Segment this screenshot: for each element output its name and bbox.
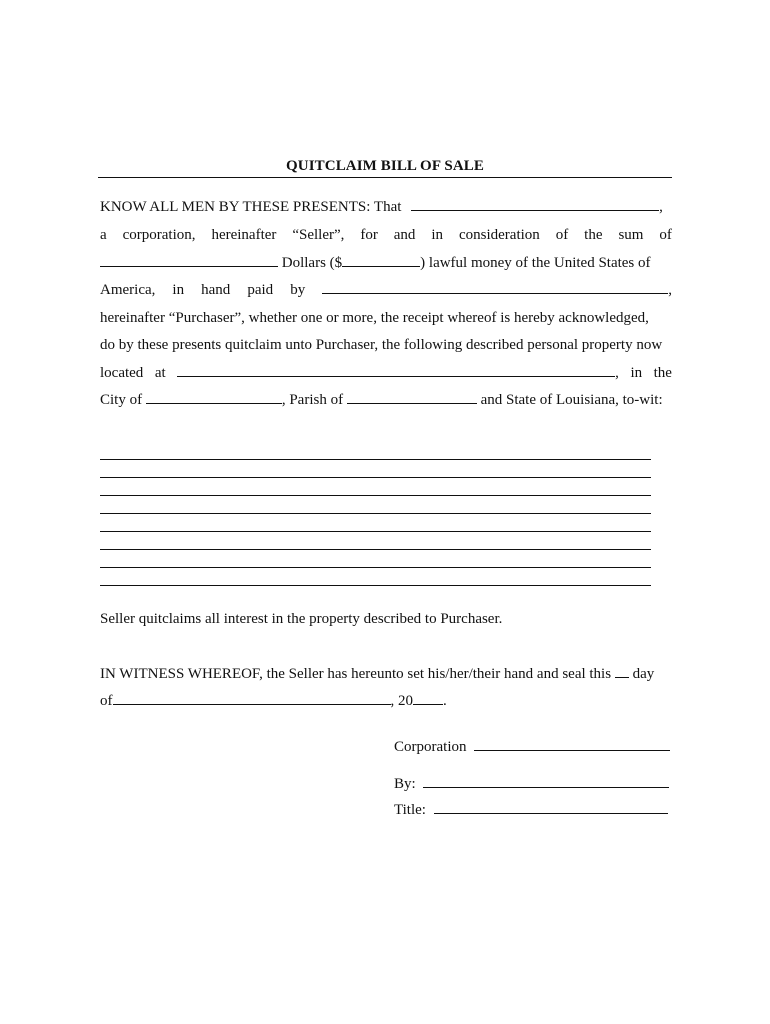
witness-line-1 [100,665,672,683]
punctuation: , [668,282,672,298]
purchaser-name-field[interactable] [322,281,668,294]
word: located [100,365,144,381]
intro-line-7 [100,364,672,382]
intro-line-2 [100,226,672,244]
by-label: By: [394,776,416,792]
purchaser-text: hereinafter “Purchaser”, whether one or more, the receipt whereof is hereby acknowledged, [100,310,649,326]
property-description-line[interactable] [100,567,651,568]
dollars-label: Dollars ($ [281,255,343,271]
punctuation: , [615,365,619,381]
parish-field[interactable] [347,391,477,404]
property-description-line[interactable] [100,513,651,514]
word: in [431,227,444,243]
property-description-line[interactable] [100,459,651,460]
quitclaim-statement [100,610,672,628]
intro-line-4 [100,281,672,299]
property-description-line[interactable] [100,549,651,550]
year-prefix: , 20 [390,693,413,709]
word: at [154,365,166,381]
word: sum [618,227,644,243]
word: hereinafter [211,227,277,243]
intro-line-5 [100,309,672,327]
word: of [555,227,569,243]
word: and [393,227,416,243]
location-field[interactable] [177,364,615,377]
day-label: day [632,666,655,682]
witness-line-2 [100,692,672,710]
amount-words-field[interactable] [100,254,278,267]
punctuation: . [443,693,447,709]
witness-text: IN WITNESS WHEREOF, the Seller has hereunto set his/her/their hand and seal this [100,666,612,682]
signer-title-field[interactable] [434,801,668,814]
city-label: City of [100,392,143,408]
title-signature-row [394,801,668,819]
word: for [360,227,378,243]
corporation-signature-row [394,738,670,756]
property-description-line[interactable] [100,531,651,532]
quitclaim-statement-text: Seller quitclaims all interest in the property described to Purchaser. [100,611,503,627]
intro-line-1 [100,198,672,216]
intro-line-3 [100,254,672,272]
word: in [630,365,643,381]
word: of [659,227,672,243]
corporation-field[interactable] [474,738,670,751]
title-label: Title: [394,802,426,818]
word: paid [247,282,274,298]
word: the [653,365,672,381]
year-field[interactable] [413,692,443,705]
word: hand [201,282,231,298]
word: “Seller”, [292,227,345,243]
lawful-money-text: ) lawful money of the United States of [420,255,651,271]
state-text: and State of Louisiana, to-wit: [480,392,663,408]
property-description-line[interactable] [100,585,651,586]
amount-number-field[interactable] [342,254,420,267]
word: in [172,282,185,298]
intro-line-8 [100,391,672,409]
by-field[interactable] [423,775,669,788]
word: a [100,227,107,243]
word: corporation, [122,227,196,243]
property-description-line[interactable] [100,495,651,496]
title-divider [98,177,672,178]
property-description-line[interactable] [100,477,651,478]
parish-label: , Parish of [281,392,344,408]
seller-name-field[interactable] [411,198,659,211]
word: the [584,227,603,243]
document-title: QUITCLAIM BILL OF SALE [286,158,484,174]
word: America, [100,282,156,298]
intro-text: KNOW ALL MEN BY THESE PRESENTS: That [100,199,402,215]
of-label: of [100,693,113,709]
quitclaim-text: do by these presents quitclaim unto Purchaser, the following described personal property now [100,337,663,353]
intro-line-6 [100,336,672,354]
corporation-label: Corporation [394,739,467,755]
punctuation: , [659,199,663,215]
by-signature-row [394,775,669,793]
city-field[interactable] [146,391,282,404]
day-field[interactable] [615,665,629,678]
word: by [290,282,306,298]
word: consideration [458,227,540,243]
month-field[interactable] [113,692,391,705]
